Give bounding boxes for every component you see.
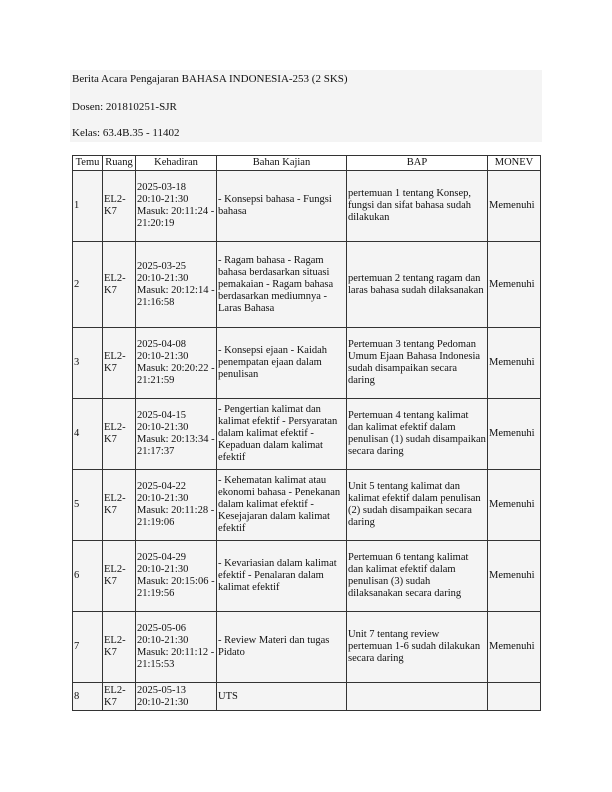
cell-ruang: EL2-K7 <box>103 470 136 541</box>
cell-temu: 6 <box>73 541 103 612</box>
cell-bap <box>347 683 488 711</box>
cell-monev <box>488 683 541 711</box>
cell-monev: Memenuhi <box>488 612 541 683</box>
document-header <box>70 70 542 142</box>
col-header-ruang: Ruang <box>103 156 136 171</box>
cell-bahan-kajian: - Konsepsi ejaan - Kaidah penempatan ejaan dalam penulisan <box>217 328 347 399</box>
cell-bahan-kajian: - Konsepsi bahasa - Fungsi bahasa <box>217 171 347 242</box>
table-header-row <box>73 156 541 171</box>
cell-kehadiran: 2025-04-15 20:10-21:30 Masuk: 20:13:34 - 21:17:37 <box>136 399 217 470</box>
cell-temu: 7 <box>73 612 103 683</box>
cell-bahan-kajian: - Pengertian kalimat dan kalimat efektif - Persyaratan dalam kalimat efektif - Kepaduan dalam kalimat efektif <box>217 399 347 470</box>
cell-bahan-kajian: - Kevariasian dalam kalimat efektif - Penalaran dalam kalimat efektif <box>217 541 347 612</box>
cell-monev: Memenuhi <box>488 171 541 242</box>
cell-kehadiran: 2025-04-22 20:10-21:30 Masuk: 20:11:28 - 21:19:06 <box>136 470 217 541</box>
table-row <box>73 242 541 328</box>
cell-bap: Pertemuan 4 tentang kalimat dan kalimat efektif dalam penulisan (1) sudah disampaikan secara daring <box>347 399 488 470</box>
table-row <box>73 171 541 242</box>
cell-temu: 2 <box>73 242 103 328</box>
cell-temu: 3 <box>73 328 103 399</box>
cell-monev: Memenuhi <box>488 328 541 399</box>
cell-monev: Memenuhi <box>488 399 541 470</box>
cell-ruang: EL2-K7 <box>103 683 136 711</box>
cell-bahan-kajian: - Ragam bahasa - Ragam bahasa berdasarkan situasi pemakaian - Ragam bahasa berdasarkan mediumnya - Laras Bahasa <box>217 242 347 328</box>
cell-bap: Unit 7 tentang review pertemuan 1-6 sudah dilakukan secara daring <box>347 612 488 683</box>
cell-bahan-kajian: UTS <box>217 683 347 711</box>
cell-ruang: EL2-K7 <box>103 328 136 399</box>
cell-kehadiran: 2025-03-25 20:10-21:30 Masuk: 20:12:14 - 21:16:58 <box>136 242 217 328</box>
cell-kehadiran: 2025-05-06 20:10-21:30 Masuk: 20:11:12 - 21:15:53 <box>136 612 217 683</box>
cell-temu: 8 <box>73 683 103 711</box>
document-title: Berita Acara Pengajaran BAHASA INDONESIA-253 (2 SKS) <box>72 73 348 85</box>
cell-bap: Pertemuan 6 tentang kalimat dan kalimat efektif dalam penulisan (3) sudah dilaksanakan secara daring <box>347 541 488 612</box>
cell-kehadiran: 2025-03-18 20:10-21:30 Masuk: 20:11:24 - 21:20:19 <box>136 171 217 242</box>
cell-bap: pertemuan 1 tentang Konsep, fungsi dan sifat bahasa sudah dilakukan <box>347 171 488 242</box>
cell-ruang: EL2-K7 <box>103 171 136 242</box>
cell-ruang: EL2-K7 <box>103 541 136 612</box>
table-row <box>73 470 541 541</box>
lecturer-info: Dosen: 201810251-SJR <box>72 101 177 113</box>
cell-ruang: EL2-K7 <box>103 242 136 328</box>
cell-monev: Memenuhi <box>488 242 541 328</box>
cell-bahan-kajian: - Review Materi dan tugas Pidato <box>217 612 347 683</box>
col-header-temu: Temu <box>73 156 103 171</box>
cell-bahan-kajian: - Kehematan kalimat atau ekonomi bahasa - Penekanan dalam kalimat efektif - Kesejajaran dalam kalimat efektif <box>217 470 347 541</box>
col-header-bahan-kajian: Bahan Kajian <box>217 156 347 171</box>
cell-monev: Memenuhi <box>488 470 541 541</box>
cell-kehadiran: 2025-04-29 20:10-21:30 Masuk: 20:15:06 - 21:19:56 <box>136 541 217 612</box>
teaching-report-table <box>72 155 541 711</box>
col-header-kehadiran: Kehadiran <box>136 156 217 171</box>
table-row <box>73 399 541 470</box>
cell-temu: 4 <box>73 399 103 470</box>
cell-bap: pertemuan 2 tentang ragam dan laras bahasa sudah dilaksanakan <box>347 242 488 328</box>
cell-kehadiran: 2025-04-08 20:10-21:30 Masuk: 20:20:22 - 21:21:59 <box>136 328 217 399</box>
table-row <box>73 683 541 711</box>
cell-ruang: EL2-K7 <box>103 612 136 683</box>
col-header-bap: BAP <box>347 156 488 171</box>
cell-ruang: EL2-K7 <box>103 399 136 470</box>
class-info: Kelas: 63.4B.35 - 11402 <box>72 127 180 139</box>
cell-monev: Memenuhi <box>488 541 541 612</box>
cell-bap: Unit 5 tentang kalimat dan kalimat efektif dalam penulisan (2) sudah disampaikan secara daring <box>347 470 488 541</box>
table-row <box>73 328 541 399</box>
cell-kehadiran: 2025-05-13 20:10-21:30 <box>136 683 217 711</box>
cell-temu: 1 <box>73 171 103 242</box>
table-row <box>73 612 541 683</box>
cell-temu: 5 <box>73 470 103 541</box>
cell-bap: Pertemuan 3 tentang Pedoman Umum Ejaan Bahasa Indonesia sudah disampaikan secara daring <box>347 328 488 399</box>
table-row <box>73 541 541 612</box>
col-header-monev: MONEV <box>488 156 541 171</box>
